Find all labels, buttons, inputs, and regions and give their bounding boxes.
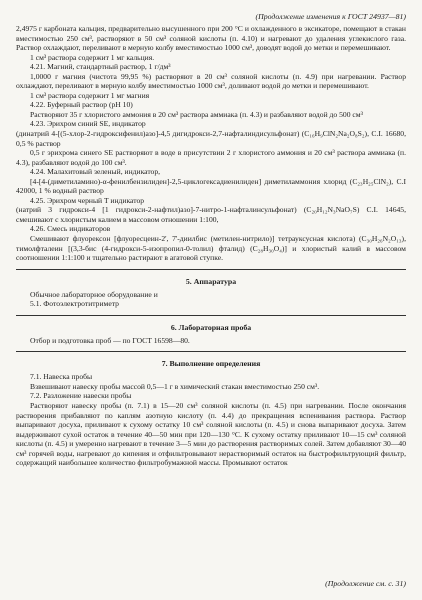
subsection-heading: 4.25. Эрихром черный T индикатор [30,195,145,205]
paragraph: (динатрий 4-[(5-хлор-2-гидроксифенил)азо]-4,5 дигидрокси-2,7-нафталиндисульфонат) (C₁₆H₉ClN₂Na₂O₈S₂), C.I. 16680, 0,5 % раствор [16,129,406,148]
section-7-title: 7. Выполнение определения [161,359,261,369]
subsection-heading: 4.23. Эрихром синий SE, индикатор [30,119,146,129]
paragraph: 2,4975 г карбоната кальция, предварительно высушенного при 200 °С и охлажденного в эксикаторе, помещают в стакан вместимостью 250 см³, растворяют в 50 см³ соляной кислоты (п. 4.10) и нагревают до удаления углекислого газа. Раствор охлаждают, переливают в мерную колбу вместимостью 1000 см³, доводят водой до метки и перемешивают. [16,24,406,53]
subsection-heading: 4.26. Смесь индикаторов [30,224,111,234]
paragraph: 5.1. Фотоэлектротитриметр [30,299,119,309]
page-header: (Продолжение изменения к ГОСТ 24937—81) [255,12,406,21]
paragraph: 1,0000 г магния (чистота 99,95 %) растворяют в 20 см³ соляной кислоты (п. 4.9) при нагревании. Раствор охлаждают, переливают в мерную колбу вместимостью 1000 см³, доливают водой до метки и перемешивают. [16,71,406,91]
paragraph: 0,5 г эрихрома синего SE растворяют в воде в присутствии 2 г хлористого аммония и 20 см³ раствора аммиака (п. 4.3), разбавляют водой до 100 см³. [16,148,406,167]
subsection-heading: 4.22. Буферный раствор (pH 10) [30,100,133,110]
subsection-heading: 7.2. Разложение навески пробы [30,391,132,401]
paragraph: Отбор и подготовка проб — по ГОСТ 16598—80. [30,335,190,345]
paragraph: Растворяют 35 г хлористого аммония в 20 см³ раствора аммиака (п. 4.3) и разбавляют водой до 500 см³ [30,109,363,119]
section-6-title: 6. Лабораторная проба [170,322,252,332]
paragraph: 1 см³ раствора содержит 1 мг кальция. [30,52,155,62]
section-divider [16,315,406,316]
section-divider [16,269,406,270]
subsection-heading: 4.21. Магний, стандартный раствор, 1 г/дм³ [30,62,171,72]
paragraph: 1 см³ раствора содержит 1 мг магния [30,90,150,100]
subsection-heading: 4.24. Малахитовый зеленый, индикатор, [30,167,161,177]
page-footer: (Продолжение см. с. 31) [325,579,406,589]
paragraph: [4-[4-(диметиламино)-α-фенилбензилиден]-2,5-циклогексадиенилиден] диметиламмония хлорид (C₂₃H₂₅ClN₂), C.I 42000, 1 % водный раствор [16,176,406,196]
subsection-heading: 7.1. Навеска пробы [30,372,93,382]
section-5-title: 5. Аппаратура [185,276,237,286]
paragraph: Смешивают флуорексон [флуоресцеин-2', 7'-диилбис (метилен-нитрило)] тетрауксусная кислота) (C₃₀H₂₆N₂O₁₃), тимолфталеин [(3,3-бис (4-гидрокси-5-изопропил-0-толил) фталид) (C₂₈H₃₀O₄)] и хлористый калий в массовом соотношении 1:1:100 и тщательно растирают в агатовой ступке. [16,234,406,263]
paragraph: Обычное лабораторное оборудование и [30,289,158,299]
paragraph: Растворяют навеску пробы (п. 7.1) в 15—20 см³ соляной кислоты (п. 4.5) при нагревании. После окончания растворения прибавляют по каплям азотную кислоту (п. 4.4) до прекращения вспенивания раствора. Раствор выпаривают досуха, приливают к сухому остатку 10 см³ соляной кислоты (п. 4.5) и снова выпаривают досуха. Затем выдерживают сухой остаток в течение 40—50 мин при 120—130 °С. К сухому остатку приливают 10—15 см³ соляной кислоты (п. 4.5) и умеренно нагревают в течение 3—5 мин до растворения растворимых солей. Затем добавляют 30—40 см³ горячей воды, нагревают до кипения и отфильтровывают нерастворимый остаток на быстрофильтрующий фильтр, содержащий наибольшее количество фильтробумажной массы. Промывают остаток [16,400,406,468]
section-divider [16,351,406,352]
paragraph: (натрий 3 гидрокси-4 [1 гидрокси-2-нафтил)азо]-7-нитро-1-нафталинсульфонат) (C₂₀H₁₂N₃NaO₇S) C.I. 14645, смешивают с хлористым калием в массовом отношении 1:100, [16,205,406,224]
paragraph: Взвешивают навеску пробы массой 0,5—1 г в химический стакан вместимостью 250 см³. [30,381,320,391]
